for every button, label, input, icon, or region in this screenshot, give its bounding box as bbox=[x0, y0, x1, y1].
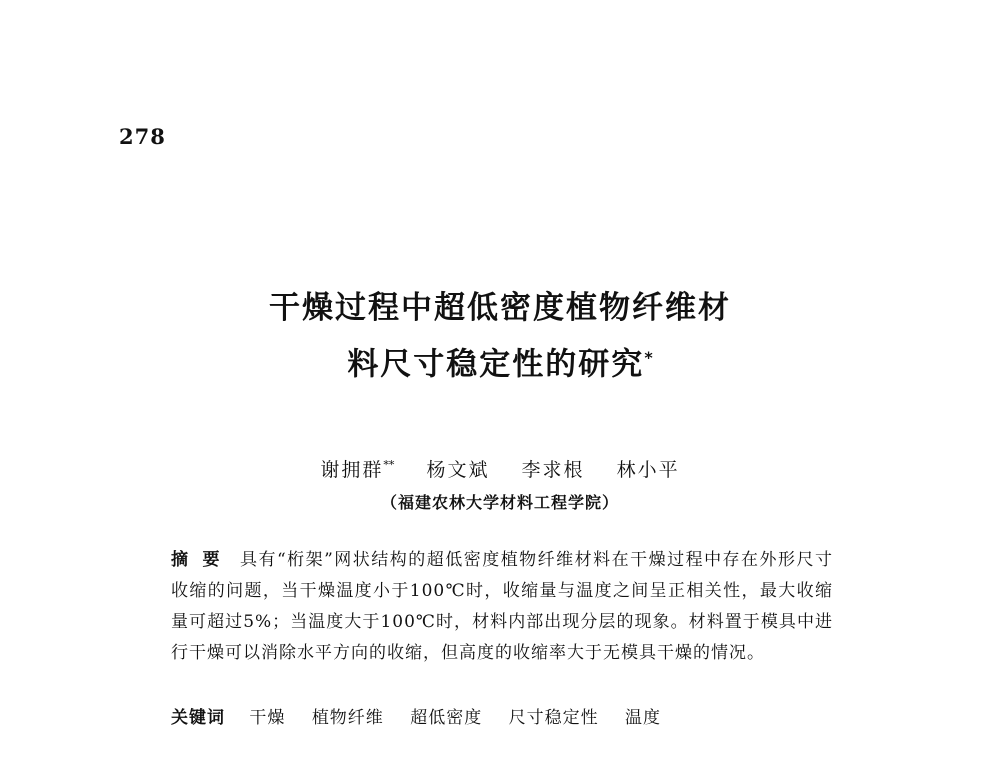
author-footnote-mark: ** bbox=[383, 458, 395, 472]
author bbox=[522, 455, 585, 482]
title-footnote-mark: * bbox=[644, 348, 653, 367]
author bbox=[320, 455, 394, 482]
paper-title bbox=[0, 283, 1000, 389]
page-number: 278 bbox=[119, 124, 166, 149]
author bbox=[617, 455, 680, 482]
affiliation: （福建农林大学材料工程学院） bbox=[380, 493, 619, 512]
author-name: 李求根 bbox=[521, 459, 585, 481]
abstract-label: 摘要 bbox=[171, 550, 234, 570]
author-name: 杨文斌 bbox=[426, 459, 490, 481]
title-line-2 bbox=[0, 333, 1000, 389]
abstract-text: 具有“桁架”网状结构的超低密度植物纤维材料在干燥过程中存在外形尺寸收缩的问题，当干燥温度小于100℃时，收缩量与温度之间呈正相关性，最大收缩量可超过5%；当温度大于100℃时，材料内部出现分层的现象。材料置于模具中进行干燥可以消除水平方向的收缩，但高度的收缩率大于无模具干燥的情况。 bbox=[171, 550, 833, 663]
keyword: 尺寸稳定性 bbox=[508, 708, 599, 728]
title-line-1: 干燥过程中超低密度植物纤维材 bbox=[269, 290, 731, 326]
keywords-label: 关键词 bbox=[171, 708, 225, 728]
keywords bbox=[171, 703, 833, 728]
keyword: 植物纤维 bbox=[311, 708, 384, 728]
keyword: 温度 bbox=[625, 708, 662, 728]
author bbox=[426, 455, 489, 482]
keyword: 超低密度 bbox=[410, 708, 483, 728]
keyword: 干燥 bbox=[249, 708, 286, 728]
abstract bbox=[171, 545, 833, 669]
author-name: 林小平 bbox=[616, 459, 680, 481]
author-name: 谢拥群 bbox=[320, 459, 384, 481]
title-line-2-text: 料尺寸稳定性的研究 bbox=[347, 346, 645, 383]
author-list bbox=[0, 455, 1000, 482]
